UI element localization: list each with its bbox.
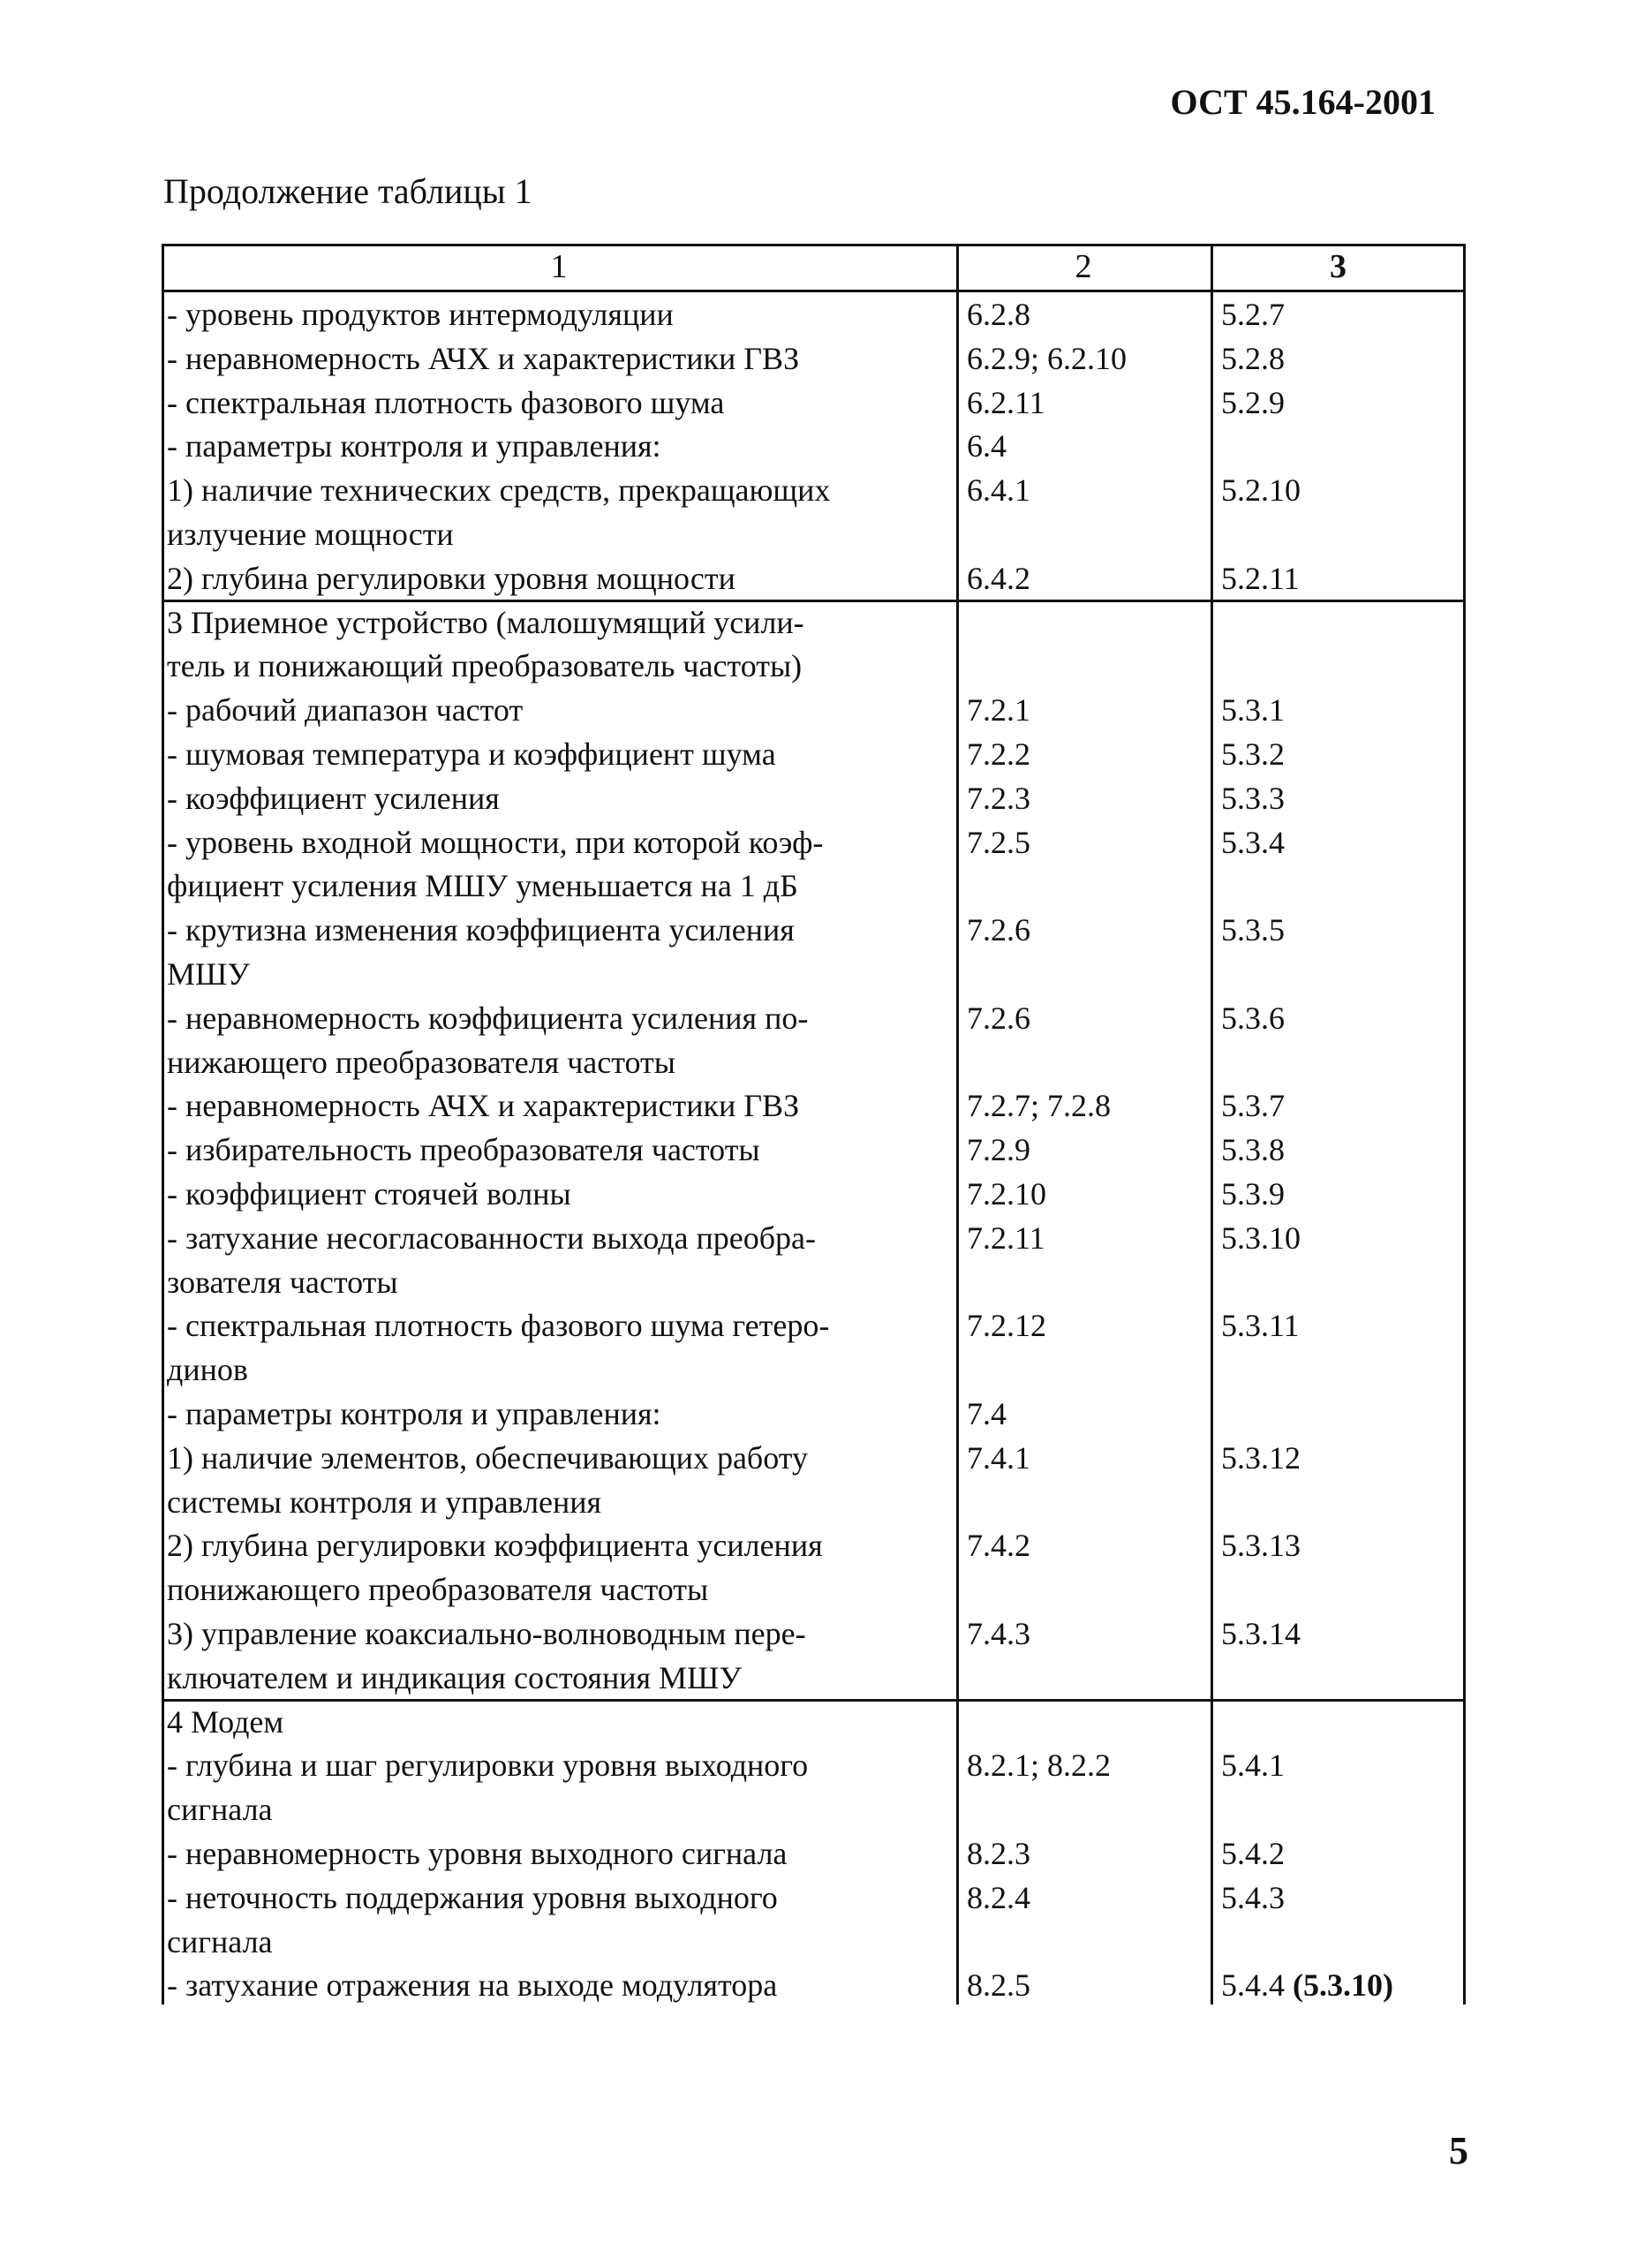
test-method-ref: 8.2.1; 8.2.2: [967, 1748, 1112, 1784]
table-row: [162, 469, 1466, 513]
test-method-ref: 7.2.9: [967, 1132, 1030, 1168]
parameter-text: - шумовая температура и коэффициент шума: [167, 736, 776, 772]
requirement-ref: [1221, 821, 1460, 865]
parameter-text: 4 Модем: [167, 1703, 284, 1740]
parameter-text: ключателем и индикация состояния МШУ: [167, 1659, 742, 1695]
table-row: [162, 557, 1466, 601]
table-row: [162, 1393, 1466, 1437]
parameter-text: - неточность поддержания уровня выходного: [167, 1879, 778, 1915]
requirement-ref: [1221, 777, 1460, 821]
parameter-text: 3) управление коаксиально-волноводным пере-: [167, 1616, 806, 1651]
section-divider: [162, 1699, 1466, 1702]
requirement-ref-value: 5.4.1: [1221, 1748, 1285, 1784]
table-row: [162, 1173, 1466, 1217]
parameter-text: - затухание несогласованности выхода преобра-: [167, 1219, 817, 1256]
parameter-text: - неравномерность АЧХ и характеристики ГВЗ: [167, 340, 800, 376]
test-method-ref: 6.2.11: [967, 384, 1045, 420]
requirement-ref-value: 5.3.9: [1221, 1176, 1285, 1212]
requirement-ref: [1221, 1173, 1460, 1217]
test-method-ref: 7.2.7; 7.2.8: [967, 1088, 1112, 1124]
requirement-ref: [1221, 1084, 1460, 1129]
test-method-ref: 7.2.6: [967, 912, 1030, 948]
requirement-ref-value: 5.3.5: [1221, 912, 1285, 948]
requirement-ref-value: 5.4.4: [1221, 1967, 1285, 2004]
table-row: [162, 1217, 1466, 1261]
test-method-ref: 6.4.1: [967, 472, 1030, 509]
table-right-border: [1463, 244, 1466, 2005]
requirement-ref-value: 5.3.2: [1221, 736, 1285, 772]
parameter-text: системы контроля и управления: [167, 1484, 602, 1520]
table-row: [162, 1744, 1466, 1788]
table-row: [162, 1261, 1466, 1305]
parameter-text: тель и понижающий преобразователь частоты): [167, 648, 803, 684]
requirement-ref: [1221, 1832, 1460, 1876]
requirement-ref-value: 5.3.13: [1221, 1528, 1301, 1564]
parameter-text: зователя частоты: [167, 1264, 398, 1300]
test-method-ref: 8.2.4: [967, 1879, 1030, 1915]
test-method-ref: 7.4.3: [967, 1616, 1030, 1651]
table-row: [162, 1437, 1466, 1481]
table-row: [162, 645, 1466, 689]
section-divider: [162, 600, 1466, 602]
requirement-ref-value: 5.2.8: [1221, 340, 1285, 376]
table-row: [162, 777, 1466, 821]
continuation-table: [162, 244, 1466, 2005]
parameter-text: - затухание отражения на выходе модулятора: [167, 1967, 778, 2004]
table-row: [162, 293, 1466, 337]
column-header-2: 2: [1075, 248, 1092, 285]
requirement-ref-value: 5.3.1: [1221, 692, 1285, 729]
parameter-text: понижающего преобразователя частоты: [167, 1572, 709, 1608]
table-row: [162, 1701, 1466, 1745]
parameter-text: - глубина и шаг регулировки уровня выходного: [167, 1748, 809, 1784]
requirement-ref: [1221, 1964, 1460, 2008]
requirement-ref: [1221, 557, 1460, 601]
requirement-ref: [1221, 1304, 1460, 1348]
requirement-ref-value: 5.3.4: [1221, 824, 1285, 860]
table-row: [162, 1481, 1466, 1525]
table-left-border: [162, 244, 164, 2005]
requirement-ref-value: 5.3.3: [1221, 780, 1285, 816]
test-method-ref: 7.2.2: [967, 736, 1030, 772]
parameter-text: сигнала: [167, 1792, 273, 1828]
parameter-text: 1) наличие элементов, обеспечивающих работу: [167, 1439, 809, 1476]
table-row: [162, 1657, 1466, 1701]
test-method-ref: 7.2.12: [967, 1308, 1046, 1344]
requirement-ref-value: 5.3.12: [1221, 1439, 1301, 1476]
parameter-text: - коэффициент стоячей волны: [167, 1176, 571, 1212]
parameter-text: динов: [167, 1352, 248, 1388]
parameter-text: - уровень продуктов интермодуляции: [167, 297, 674, 332]
parameter-text: нижающего преобразователя частоты: [167, 1044, 675, 1080]
test-method-ref: 6.4.2: [967, 560, 1030, 596]
test-method-ref: 6.2.9; 6.2.10: [967, 340, 1128, 376]
test-method-ref: 7.2.5: [967, 824, 1030, 860]
test-method-ref: 7.4: [967, 1396, 1007, 1431]
requirement-ref-value: 5.3.11: [1221, 1308, 1300, 1344]
table-row: [162, 1348, 1466, 1393]
table-row: [162, 733, 1466, 777]
table-row: [162, 1964, 1466, 2008]
table-row: [162, 425, 1466, 469]
table-row: [162, 1524, 1466, 1568]
requirement-ref: [1221, 1129, 1460, 1173]
column-divider-3: [1211, 244, 1213, 2005]
column-divider-2: [956, 244, 959, 2005]
table-row: [162, 997, 1466, 1041]
table-row: [162, 1084, 1466, 1129]
parameter-text: сигнала: [167, 1923, 273, 1959]
requirement-ref-value: 5.3.6: [1221, 1000, 1285, 1036]
parameter-text: излучение мощности: [167, 517, 454, 552]
parameter-text: 1) наличие технических средств, прекращающих: [167, 472, 831, 509]
column-header-1: 1: [550, 248, 568, 285]
parameter-text: - крутизна изменения коэффициента усиления: [167, 912, 795, 948]
requirement-ref-value: 5.2.10: [1221, 472, 1301, 509]
parameter-text: 3 Приемное устройство (малошумящий усили-: [167, 604, 804, 640]
header-bottom-border: [162, 290, 1466, 292]
parameter-text: - неравномерность коэффициента усиления по-: [167, 1000, 809, 1036]
requirement-ref: [1221, 689, 1460, 733]
requirement-ref-extra: (5.3.10): [1293, 1967, 1393, 2004]
requirement-ref: [1221, 1524, 1460, 1568]
table-row: [162, 337, 1466, 381]
test-method-ref: 7.2.10: [967, 1176, 1046, 1212]
requirement-ref-value: 5.4.3: [1221, 1879, 1285, 1915]
parameter-text: - неравномерность уровня выходного сигнала: [167, 1836, 788, 1871]
parameter-text: - избирательность преобразователя частоты: [167, 1132, 760, 1168]
table-row: [162, 513, 1466, 557]
requirement-ref: [1221, 337, 1460, 381]
requirement-ref: [1221, 1876, 1460, 1921]
requirement-ref-value: 5.3.10: [1221, 1219, 1301, 1256]
parameter-text: - коэффициент усиления: [167, 780, 500, 816]
requirement-ref-value: 5.3.7: [1221, 1088, 1285, 1124]
table-row: [162, 864, 1466, 909]
test-method-ref: 6.2.8: [967, 297, 1030, 332]
document-code: ОСТ 45.164-2001: [1170, 82, 1436, 122]
requirement-ref-value: 5.2.9: [1221, 384, 1285, 420]
table-row: [162, 601, 1466, 646]
test-method-ref: 8.2.5: [967, 1967, 1030, 2004]
test-method-ref: 8.2.3: [967, 1836, 1030, 1871]
table-row: [162, 1788, 1466, 1832]
requirement-ref-value: 5.3.8: [1221, 1132, 1285, 1168]
test-method-ref: 7.2.6: [967, 1000, 1030, 1036]
parameter-text: - уровень входной мощности, при которой коэф-: [167, 824, 824, 860]
requirement-ref: [1221, 1217, 1460, 1261]
requirement-ref: [1221, 1437, 1460, 1481]
parameter-text: 2) глубина регулировки коэффициента усиления: [167, 1528, 823, 1564]
table-row: [162, 909, 1466, 953]
parameter-text: - неравномерность АЧХ и характеристики ГВЗ: [167, 1088, 800, 1124]
requirement-ref: [1221, 293, 1460, 337]
requirement-ref: [1221, 381, 1460, 426]
requirement-ref-value: 5.4.2: [1221, 1836, 1285, 1871]
table-row: [162, 1832, 1466, 1876]
parameter-text: - параметры контроля и управления:: [167, 1396, 661, 1431]
requirement-ref-value: 5.2.7: [1221, 297, 1285, 332]
requirement-ref-value: 5.3.14: [1221, 1616, 1301, 1651]
parameter-text: - спектральная плотность фазового шума гетеро-: [167, 1308, 830, 1344]
table-row: [162, 821, 1466, 865]
table-top-border: [162, 244, 1466, 246]
test-method-ref: 7.2.3: [967, 780, 1030, 816]
table-row: [162, 1129, 1466, 1173]
table-row: [162, 1041, 1466, 1085]
table-row: [162, 953, 1466, 997]
requirement-ref: [1221, 733, 1460, 777]
table-row: [162, 689, 1466, 733]
test-method-ref: 7.4.2: [967, 1528, 1030, 1564]
parameter-text: 2) глубина регулировки уровня мощности: [167, 560, 735, 596]
column-header-3: 3: [1330, 248, 1346, 285]
requirement-ref: [1221, 1612, 1460, 1657]
parameter-text: фициент усиления МШУ уменьшается на 1 дБ: [167, 868, 798, 904]
table-row: [162, 1921, 1466, 1965]
table-row: [162, 381, 1466, 426]
table-caption: Продолжение таблицы 1: [163, 171, 532, 211]
table-row: [162, 1568, 1466, 1612]
parameter-text: - параметры контроля и управления:: [167, 428, 661, 464]
parameter-text: - спектральная плотность фазового шума: [167, 384, 725, 420]
requirement-ref: [1221, 997, 1460, 1041]
requirement-ref: [1221, 1744, 1460, 1788]
test-method-ref: 7.2.11: [967, 1219, 1045, 1256]
requirement-ref: [1221, 469, 1460, 513]
table-row: [162, 1876, 1466, 1921]
parameter-text: - рабочий диапазон частот: [167, 692, 524, 729]
requirement-ref-value: 5.2.11: [1221, 560, 1300, 596]
parameter-text: МШУ: [167, 956, 250, 992]
table-row: [162, 1612, 1466, 1657]
table-row: [162, 1304, 1466, 1348]
test-method-ref: 7.2.1: [967, 692, 1030, 729]
test-method-ref: 7.4.1: [967, 1439, 1030, 1476]
requirement-ref: [1221, 909, 1460, 953]
test-method-ref: 6.4: [967, 428, 1007, 464]
page-number: 5: [1449, 2129, 1468, 2172]
